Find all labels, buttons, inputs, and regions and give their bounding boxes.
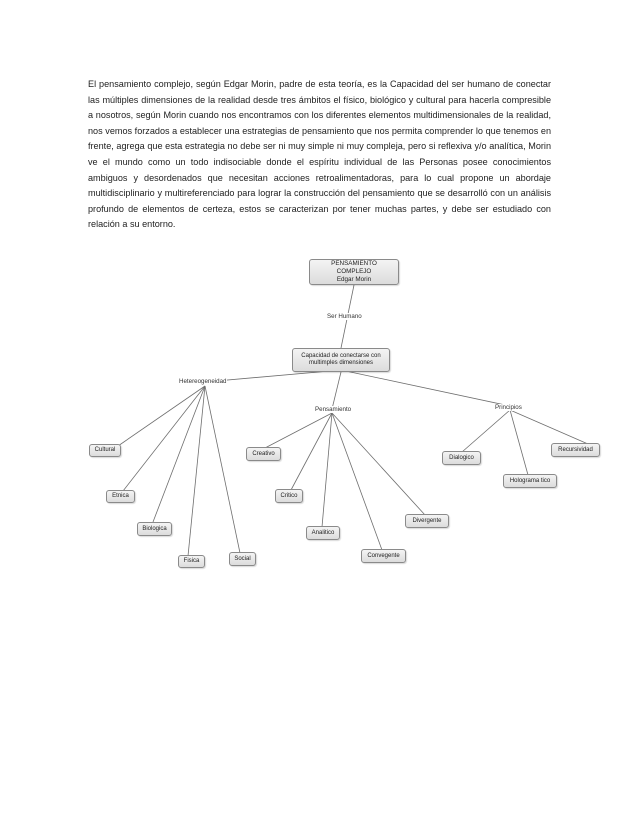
connector-pri-holograma (510, 410, 528, 475)
node-cultural: Cultural (89, 444, 121, 457)
connector-het-fisica (188, 386, 205, 556)
connector-pri-dialogico (462, 410, 510, 452)
node-social: Social (229, 552, 256, 566)
root-title: PENSAMIENTO COMPLEJO (331, 260, 377, 275)
root-subtitle: Edgar Morin (336, 276, 372, 283)
connector-het-cultural (118, 386, 205, 446)
capacidad-node: Capacidad de conectarse con multimples dimensiones (292, 348, 390, 372)
connector-pen-analitico (322, 413, 332, 527)
connector-pri-recursividad (510, 410, 588, 444)
node-recursividad: Recursividad (551, 443, 600, 457)
connector-het-social (205, 386, 240, 553)
connector-pen-critico (291, 413, 332, 490)
branch-label-principios: Principios (495, 404, 522, 411)
node-etnica: Etnica (106, 490, 135, 503)
node-creativo: Creativo (246, 447, 281, 461)
body-paragraph: El pensamiento complejo, según Edgar Morin, padre de esta teoría, es la Capacidad del ser humano de conectar las múltiples dimensiones de la realidad desde tres ámbitos el físico, biológico y cultural para hacerla compresible a nosotros, según Morin cuando nos encontramos con los diferentes elementos multidimensionales de la realidad, nos vemos forzados a establecer una estrategias de pensamiento que nos permita comprender lo que tenemos en frente, agrega que esta estrategia no debe ser ni muy simple ni muy compleja, pero si reflexiva y/o analítica, Morin ve el mundo como un todo indisociable donde el espíritu individual de las Personas posee conocimientos ambiguos y desordenados que necesitan acciones retroalimentadoras, para lo cual propone un abordaje multidisciplinario y multireferenciado para lograr la construcción del pensamiento que se desarrolló con un análisis profundo de elementos de certeza, estos se caracterizan por tener muchas partes, y debe ser estudiado con relación a su entorno. (88, 79, 551, 230)
node-critico: Critico (275, 489, 303, 503)
node-divergente: Divergente (405, 514, 449, 528)
connector-capacidad-principios (341, 370, 510, 406)
node-fisica: Fisica (178, 555, 205, 568)
link-label-ser-humano: Ser Humano (327, 313, 362, 320)
connector-capacidad-pensamiento (332, 372, 341, 409)
root-node (309, 259, 399, 285)
branch-label-hetereogeneidad: Hetereogeneidad (179, 378, 227, 385)
connector-het-etnica (123, 386, 205, 491)
node-holograma: Holograma tico (503, 474, 557, 488)
node-dialogico: Dialogico (442, 451, 481, 465)
node-convegente: Convegente (361, 549, 406, 563)
connector-pen-divergente (332, 413, 425, 515)
connector-het-biologica (153, 386, 205, 522)
node-biologica: Biologica (137, 522, 172, 536)
node-analitico: Analitico (306, 526, 340, 540)
branch-label-pensamiento: Pensamiento (315, 406, 352, 413)
connector-pen-creativo (265, 413, 332, 448)
